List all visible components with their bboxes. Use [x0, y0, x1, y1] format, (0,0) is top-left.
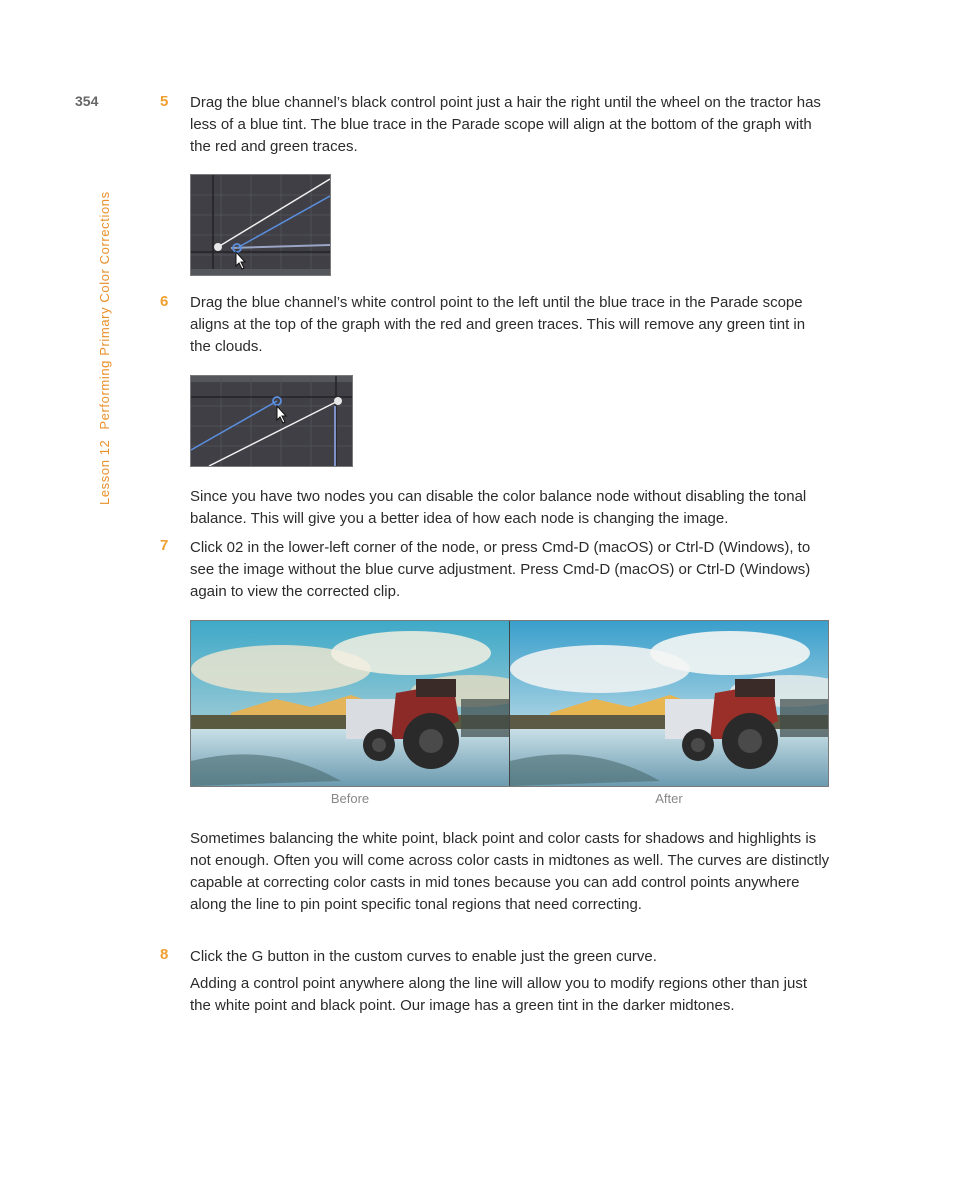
- step-7-number: 7: [160, 537, 169, 554]
- step-5-text: Drag the blue channel’s black control point just a hair the right until the wheel on the tractor has less of a blue tint. The blue trace in the Parade scope will align at the bottom of the graph with the red and green traces.: [190, 94, 821, 155]
- step-5-number: 5: [160, 93, 169, 110]
- step-8-text: Click the G button in the custom curves to enable just the green curve.: [190, 948, 657, 965]
- after-image: [510, 621, 828, 786]
- white-control-point: [214, 243, 222, 251]
- step-6-text: Drag the blue channel’s white control point to the left until the blue trace in the Parade scope aligns at the top of the graph with the red and green traces. This will remove any green tint in the clouds.: [190, 294, 806, 355]
- before-image: [191, 621, 531, 786]
- control-points-paragraph: Adding a control point anywhere along the line will allow you to modify regions other than just the white point and black point. Our image has a green tint in the darker midtones.: [190, 975, 808, 1014]
- nodes-paragraph: Since you have two nodes you can disable the color balance node without disabling the tonal balance. This will give you a better idea of how each node is changing the image.: [190, 488, 807, 527]
- step-8-number: 8: [160, 946, 169, 963]
- step-7-text: Click 02 in the lower-left corner of the node, or press Cmd-D (macOS) or Ctrl-D (Windows), to see the image without the blue curve adjustment. Press Cmd-D (macOS) or Ctrl-D (Windows) again to view the corrected clip.: [190, 539, 811, 600]
- lesson-label: Lesson 12: [97, 439, 112, 505]
- before-caption: Before: [330, 791, 370, 806]
- side-header: [97, 191, 112, 505]
- curve-figure-white-point: [190, 375, 353, 467]
- after-caption: After: [655, 791, 683, 806]
- curve-figure-black-point: [190, 174, 331, 276]
- page-number: 354: [75, 93, 99, 109]
- white-control-point: [334, 397, 342, 405]
- midtones-paragraph: Sometimes balancing the white point, black point and color casts for shadows and highlights is not enough. Often you will come across color casts in midtones as well. The curves are distinctly capable at correcting color casts in mid tones because you can add control points anywhere along the line to pin point specific tonal regions that need correcting.: [190, 830, 830, 913]
- step-6-number: 6: [160, 293, 169, 310]
- before-after-figure: [190, 620, 829, 787]
- chapter-title: Performing Primary Color Corrections: [97, 191, 112, 430]
